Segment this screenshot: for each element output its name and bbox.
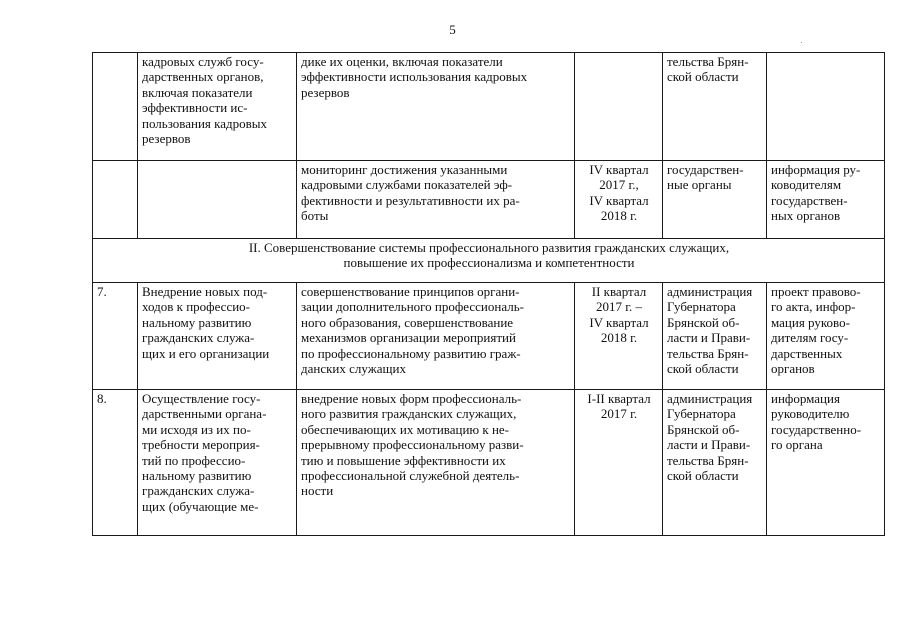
table-row (93, 161, 885, 239)
cell-number (93, 53, 138, 161)
cell-term (575, 53, 663, 161)
cell-responsible: администрация Губернатора Брянской об- ласти и Прави- тельства Брян- ской области (663, 390, 767, 536)
section-header-row (93, 239, 885, 283)
cell-term: II квартал 2017 г. – IV квартал 2018 г. (575, 283, 663, 390)
scan-speck (801, 42, 802, 43)
cell-event: Внедрение новых под- ходов к профессио- нальному развитию гражданских служа- щих и его организации (138, 283, 297, 390)
page-number: 5 (449, 22, 456, 37)
cell-content: мониторинг достижения указанными кадровыми службами показателей эф- фективности и результативности их ра- боты (297, 161, 575, 239)
table-row (93, 53, 885, 161)
cell-responsible: администрация Губернатора Брянской об- ласти и Прави- тельства Брян- ской области (663, 283, 767, 390)
cell-content: дике их оценки, включая показатели эффективности использования кадровых резервов (297, 53, 575, 161)
cell-responsible: тельства Брян- ской области (663, 53, 767, 161)
table-row (93, 283, 885, 390)
section-title: II. Совершенствование системы профессионального развития гражданских служащих, повышение их профессионализма и компетентности (93, 239, 885, 283)
cell-event (138, 161, 297, 239)
cell-number: 8. (93, 390, 138, 536)
cell-term: IV квартал 2017 г., IV квартал 2018 г. (575, 161, 663, 239)
cell-result (767, 53, 885, 161)
cell-content: внедрение новых форм профессиональ- ного развития гражданских служащих, обеспечивающих их мотивацию к не- прерывному профессиональному разви- тию и повышение эффективности их профессиональной служебной деятель- ности (297, 390, 575, 536)
cell-result: информация ру- ководителям государствен- ных органов (767, 161, 885, 239)
cell-result: информация руководителю государственно- го органа (767, 390, 885, 536)
measures-table (92, 52, 885, 536)
cell-responsible: государствен- ные органы (663, 161, 767, 239)
cell-number (93, 161, 138, 239)
cell-number: 7. (93, 283, 138, 390)
cell-event: Осуществление госу- дарственными органа- ми исходя из их по- требности мероприя- тий по профессио- нальному развитию гражданских служа- щих (обучающие ме- (138, 390, 297, 536)
cell-result: проект правово- го акта, инфор- мация руково- дителям госу- дарственных органов (767, 283, 885, 390)
table-row (93, 390, 885, 536)
cell-term: I-II квартал 2017 г. (575, 390, 663, 536)
cell-content: совершенствование принципов органи- зации дополнительного профессиональ- ного образования, совершенствование механизмов организации мероприятий по профессиональному развитию граж- данских служащих (297, 283, 575, 390)
cell-event: кадровых служб госу- дарственных органов, включая показатели эффективности ис- пользования кадровых резервов (138, 53, 297, 161)
